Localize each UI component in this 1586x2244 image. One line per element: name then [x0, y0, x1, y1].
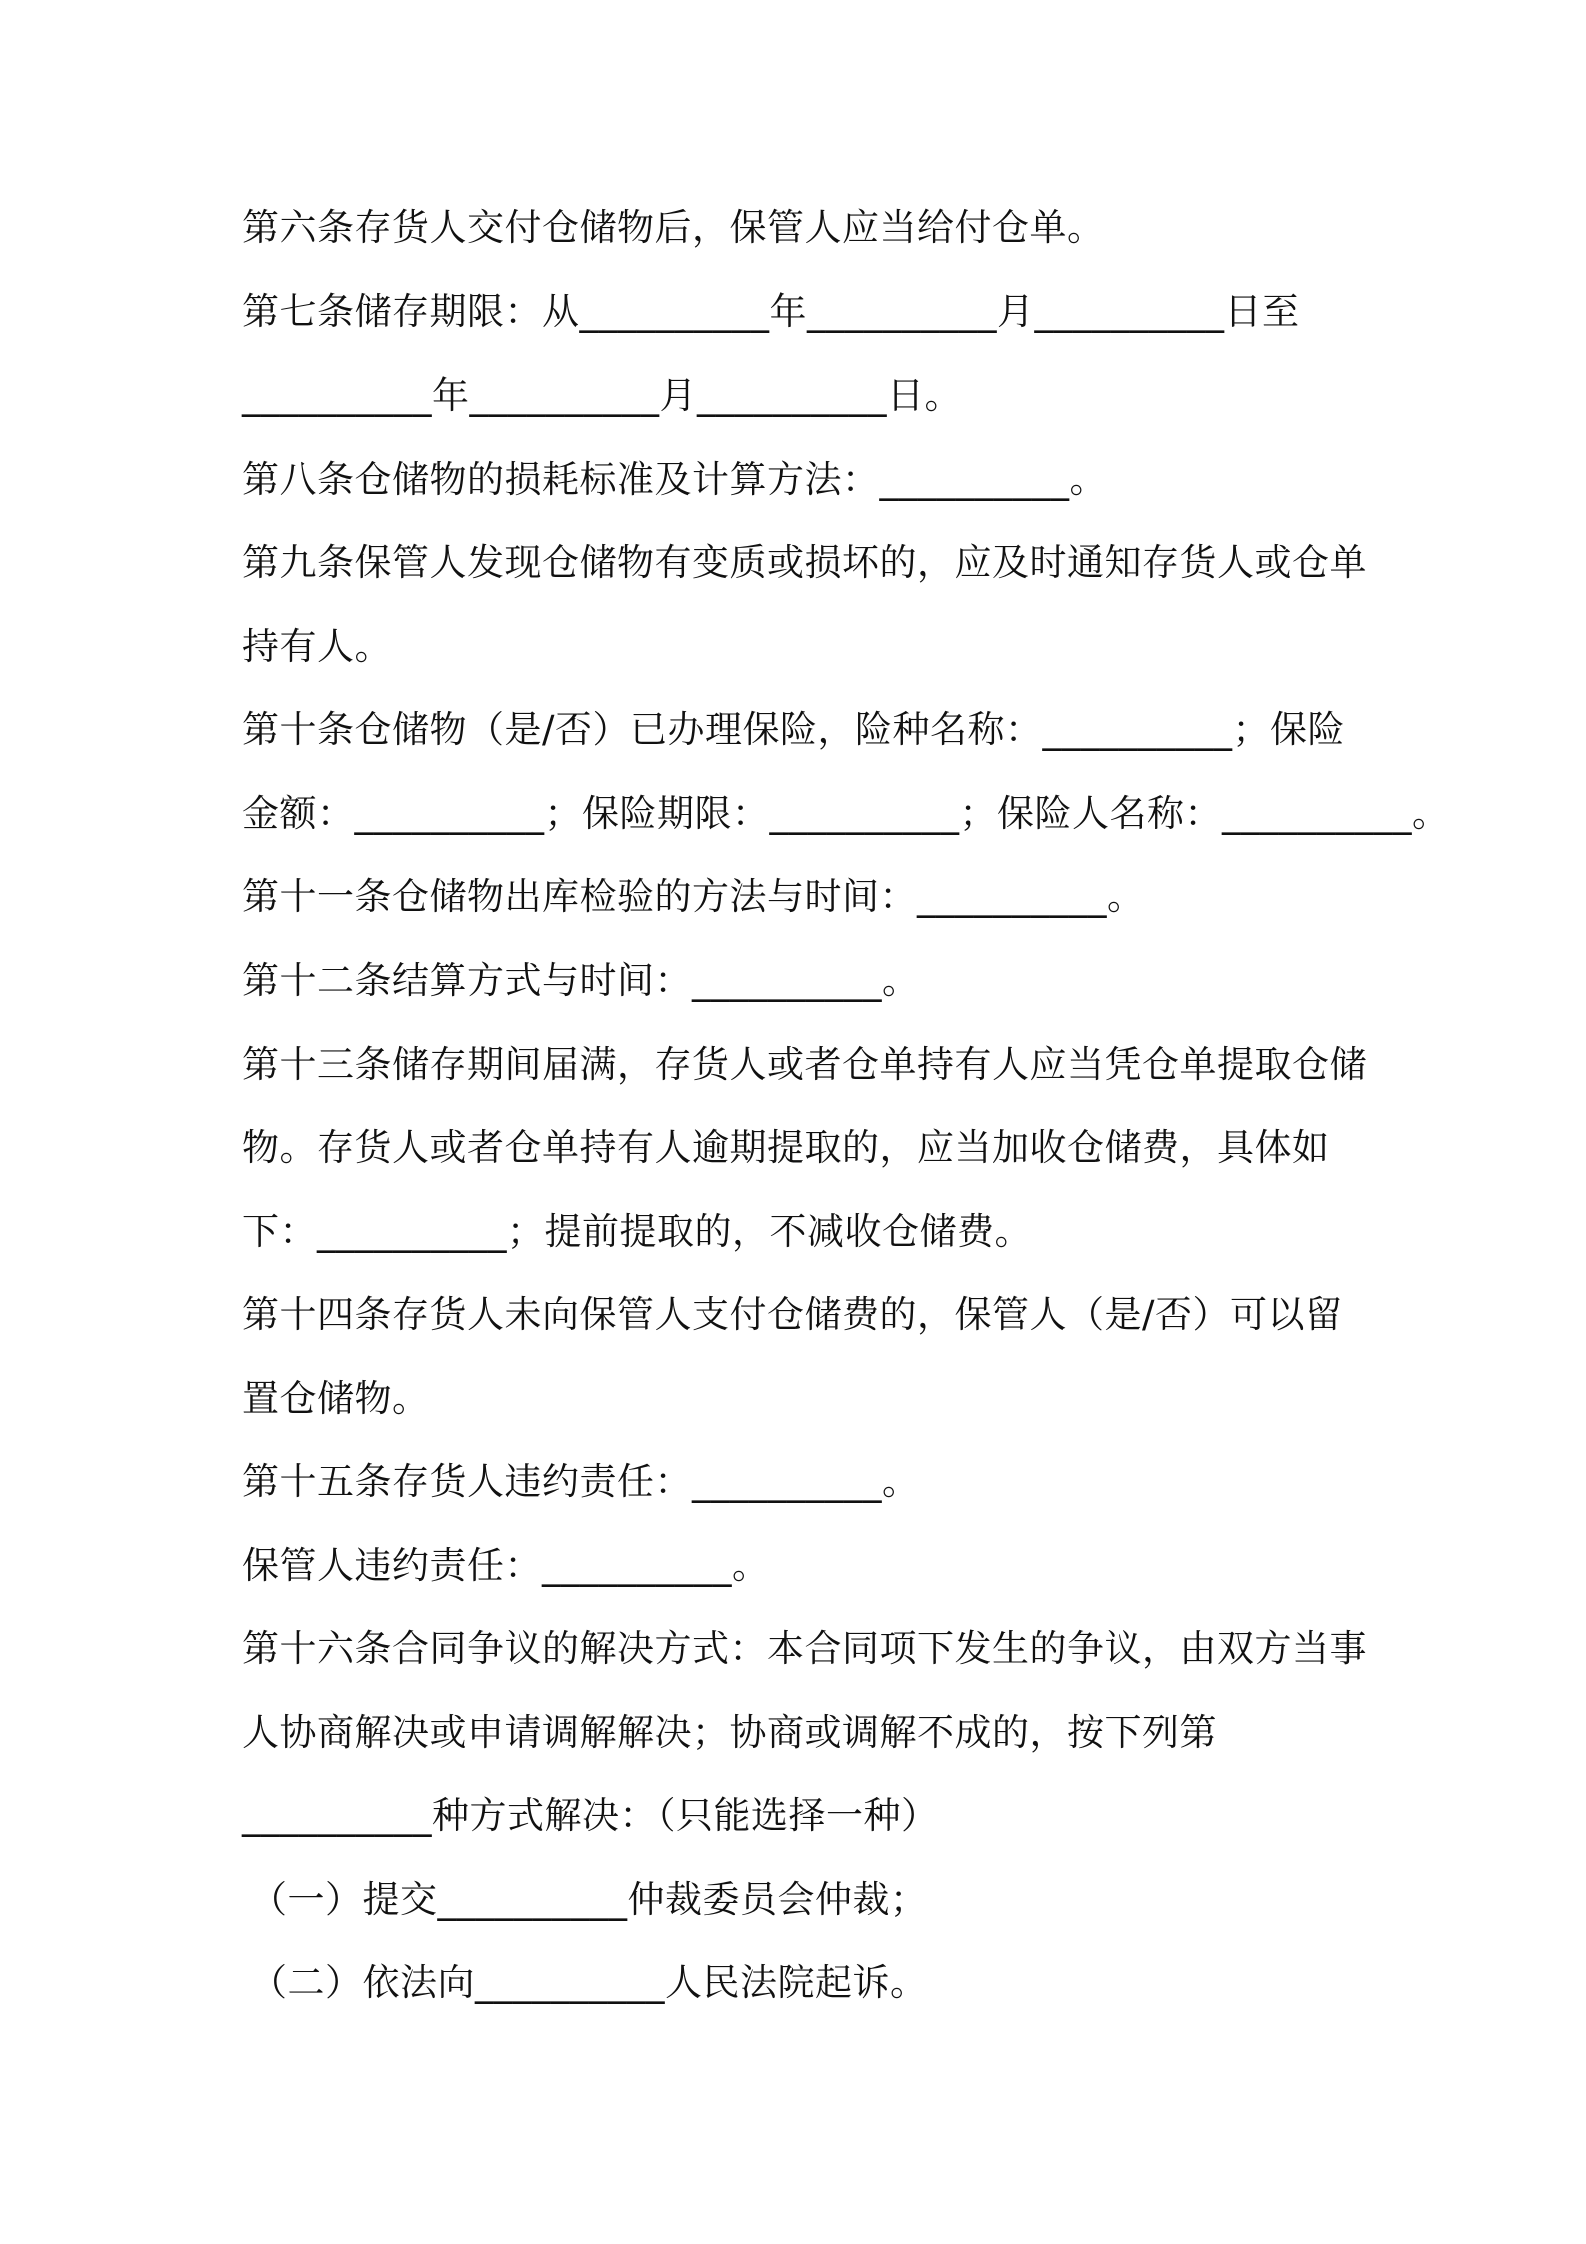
clause-15-keeper: 保管人违约责任：__________。 [242, 1544, 770, 1587]
clause-16-line-1: 第十六条合同争议的解决方式：本合同项下发生的争议，由双方当事 [242, 1627, 1367, 1670]
option-litigation: （二）依法向__________人民法院起诉。 [250, 1961, 928, 2004]
clause-9-line-1: 第九条保管人发现仓储物有变质或损坏的，应及时通知存货人或仓单 [242, 541, 1367, 584]
clause-15-depositor: 第十五条存货人违约责任：__________。 [242, 1460, 920, 1503]
clause-16-line-2: 人协商解决或申请调解解决；协商或调解不成的，按下列第 [242, 1711, 1217, 1754]
clause-9-line-2: 持有人。 [242, 625, 392, 668]
clause-8: 第八条仓储物的损耗标准及计算方法：__________。 [242, 458, 1107, 501]
clause-14-line-2: 置仓储物。 [242, 1377, 430, 1420]
clause-11: 第十一条仓储物出库检验的方法与时间：__________。 [242, 875, 1145, 918]
option-arbitration: （一）提交__________仲裁委员会仲裁； [250, 1878, 928, 1921]
clause-7-line-2: __________年__________月__________日。 [242, 374, 962, 417]
clause-6: 第六条存货人交付仓储物后，保管人应当给付仓单。 [242, 206, 1105, 249]
clause-13-line-2: 物。存货人或者仓单持有人逾期提取的，应当加收仓储费，具体如 [242, 1126, 1330, 1169]
clause-10-line-1: 第十条仓储物（是/否）已办理保险，险种名称：__________；保险 [242, 708, 1345, 751]
clause-16-line-3: __________种方式解决：（只能选择一种） [242, 1794, 939, 1837]
clause-13-line-3: 下：__________；提前提取的，不减收仓储费。 [242, 1210, 1032, 1253]
clause-12: 第十二条结算方式与时间：__________。 [242, 959, 920, 1002]
clause-14-line-1: 第十四条存货人未向保管人支付仓储费的，保管人（是/否）可以留 [242, 1293, 1343, 1336]
clause-10-line-2: 金额：__________；保险期限：__________；保险人名称：__________。 [242, 792, 1450, 835]
clause-7-line-1: 第七条储存期限：从__________年__________月__________日至 [242, 290, 1300, 333]
clause-13-line-1: 第十三条储存期间届满，存货人或者仓单持有人应当凭仓单提取仓储 [242, 1043, 1367, 1086]
